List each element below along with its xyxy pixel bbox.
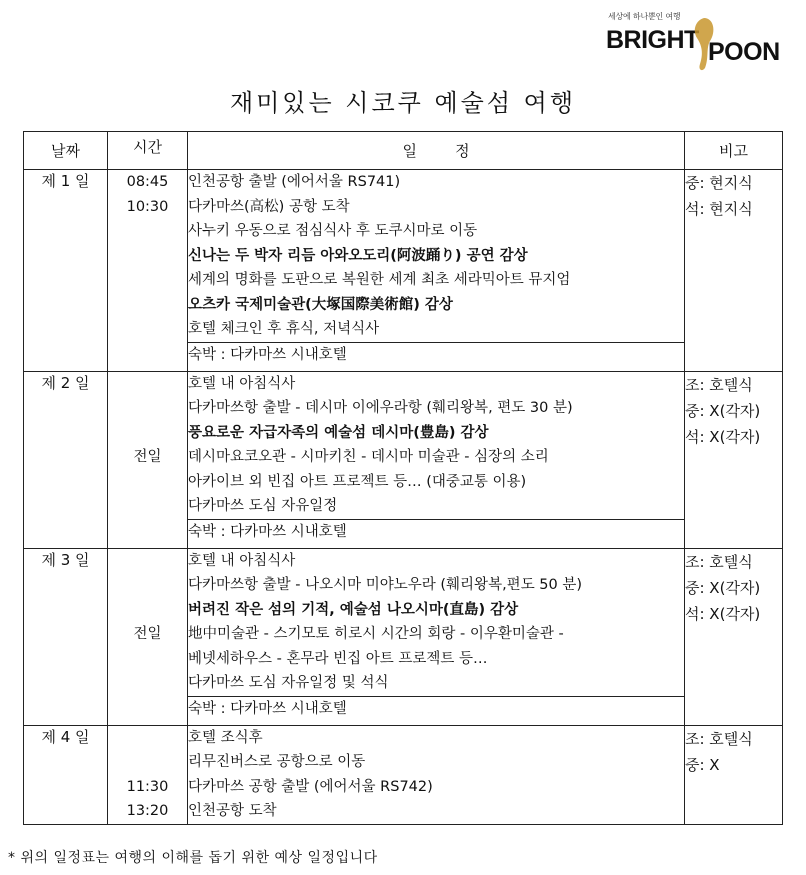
schedule-item: 호텔 조식후 (188, 729, 263, 746)
time-value (108, 549, 187, 574)
day-row (24, 371, 783, 519)
header-note: 비고 (685, 132, 783, 170)
hotel-stay: 숙박 : 다카마쓰 시내호텔 (188, 342, 685, 371)
time-value (108, 647, 187, 672)
meal-note: 중: X(각자) (685, 401, 761, 420)
schedule-item: 호텔 내 아침식사 (188, 375, 296, 392)
time-value (108, 573, 187, 598)
time-value (108, 268, 187, 293)
time-value: 전일 (133, 626, 162, 642)
schedule-item: 다카마쓰 공항 출발 (에어서울 RS742) (188, 778, 433, 795)
schedule-item: 인천공항 도착 (188, 803, 277, 819)
schedule-cell (188, 725, 685, 824)
brand-logo (600, 8, 780, 74)
schedule-item: 사누키 우동으로 점심식사 후 도쿠시마로 이동 (188, 223, 478, 239)
header-schedule: 일 정 (188, 132, 685, 170)
time-cell (108, 725, 188, 824)
schedule-cell (188, 170, 685, 343)
schedule-cell (188, 371, 685, 519)
schedule-item: 다카마쓰 도심 자유일정 (188, 498, 338, 514)
meal-note-cell (685, 371, 783, 548)
time-value (108, 726, 187, 751)
time-cell (108, 371, 188, 548)
time-value (108, 293, 187, 318)
time-cell (108, 170, 188, 372)
schedule-item: 다카마쓰항 출발 - 데시마 이에우라항 (훼리왕복, 편도 30 분) (188, 400, 573, 416)
meal-note: 중: 현지식 (685, 174, 753, 192)
meal-note: 조: 호텔식 (685, 375, 753, 394)
schedule-item: 인천공항 출발 (에어서울 RS741) (188, 174, 401, 190)
schedule-item: 호텔 내 아침식사 (188, 552, 296, 569)
brand-tagline: 세상에 하나뿐인 여행 (608, 12, 681, 21)
meal-note-cell (685, 548, 783, 725)
meal-note: 조: 호텔식 (685, 552, 753, 571)
brand-name-right: POON (708, 38, 780, 66)
time-value (108, 750, 187, 775)
day-label: 제 3 일 (24, 548, 108, 725)
time-value (108, 470, 187, 495)
time-value (108, 396, 187, 421)
footnote: * 위의 일정표는 여행의 이해를 돕기 위한 예상 일정입니다 (8, 850, 378, 866)
day-row (24, 170, 783, 343)
schedule-item: 리무진버스로 공항으로 이동 (188, 754, 366, 770)
schedule-item: 풍요로운 자급자족의 예술섬 데시마(豊島) 감상 (188, 424, 489, 441)
day-row (24, 725, 783, 824)
day-label: 제 1 일 (24, 170, 108, 372)
time-value: 전일 (133, 449, 162, 465)
schedule-item: 다카마쓰(高松) 공항 도착 (188, 198, 350, 215)
time-value (108, 219, 187, 244)
itinerary-table (23, 131, 783, 825)
schedule-item: 아카이브 외 빈집 아트 프로젝트 등… (대중교통 이용) (188, 473, 527, 490)
day-label: 제 4 일 (24, 725, 108, 824)
time-value (108, 372, 187, 397)
schedule-item: 오츠카 국제미술관(大塚国際美術館) 감상 (188, 296, 453, 313)
meal-note: 중: X (685, 755, 720, 774)
time-cell (108, 548, 188, 725)
schedule-item: 세계의 명화를 도판으로 복원한 세계 최초 세라믹아트 뮤지엄 (188, 272, 571, 288)
time-value (108, 671, 187, 696)
header-row (24, 132, 783, 170)
page-title: 재미있는 시코쿠 예술섬 여행 (229, 89, 577, 117)
time-value: 11:30 (126, 778, 169, 795)
schedule-item: 다카마쓰항 출발 - 나오시마 미야노우라 (훼리왕복,편도 50 분) (188, 577, 583, 593)
time-value (108, 598, 187, 623)
schedule-item: 다카마쓰 도심 자유일정 및 석식 (188, 675, 389, 691)
schedule-item: 베넷세하우스 - 혼무라 빈집 아트 프로젝트 등… (188, 650, 488, 667)
time-value (108, 494, 187, 519)
schedule-item: 버려진 작은 섬의 기적, 예술섬 나오시마(直島) 감상 (188, 601, 519, 618)
time-value: 08:45 (126, 174, 169, 190)
schedule-cell (188, 548, 685, 696)
hotel-stay: 숙박 : 다카마쓰 시내호텔 (188, 696, 685, 725)
meal-note: 석: X(각자) (685, 604, 761, 623)
day-row (24, 548, 783, 696)
meal-note-cell (685, 725, 783, 824)
hotel-stay: 숙박 : 다카마쓰 시내호텔 (188, 519, 685, 548)
time-value (108, 421, 187, 446)
time-value (108, 317, 187, 342)
meal-note: 석: X(각자) (685, 427, 761, 446)
header-day: 날짜 (24, 132, 108, 170)
header-time: 시간 (108, 132, 188, 170)
schedule-item: 신나는 두 박자 리듬 아와오도리(阿波踊り) 공연 감상 (188, 247, 528, 264)
day-label: 제 2 일 (24, 371, 108, 548)
schedule-item: 데시마요코오관 - 시마키친 - 데시마 미술관 - 심장의 소리 (188, 449, 549, 465)
brand-name-left: BRIGHT (606, 26, 699, 54)
schedule-item: 호텔 체크인 후 휴식, 저녁식사 (188, 321, 380, 337)
time-value: 10:30 (126, 198, 169, 215)
schedule-item: 地中미술관 - 스기모토 히로시 시간의 회랑 - 이우환미술관 - (188, 626, 564, 642)
meal-note: 중: X(각자) (685, 578, 761, 597)
time-value (108, 244, 187, 269)
meal-note: 석: 현지식 (685, 200, 753, 218)
time-value: 13:20 (126, 803, 169, 819)
meal-note: 조: 호텔식 (685, 729, 753, 748)
meal-note-cell (685, 170, 783, 372)
